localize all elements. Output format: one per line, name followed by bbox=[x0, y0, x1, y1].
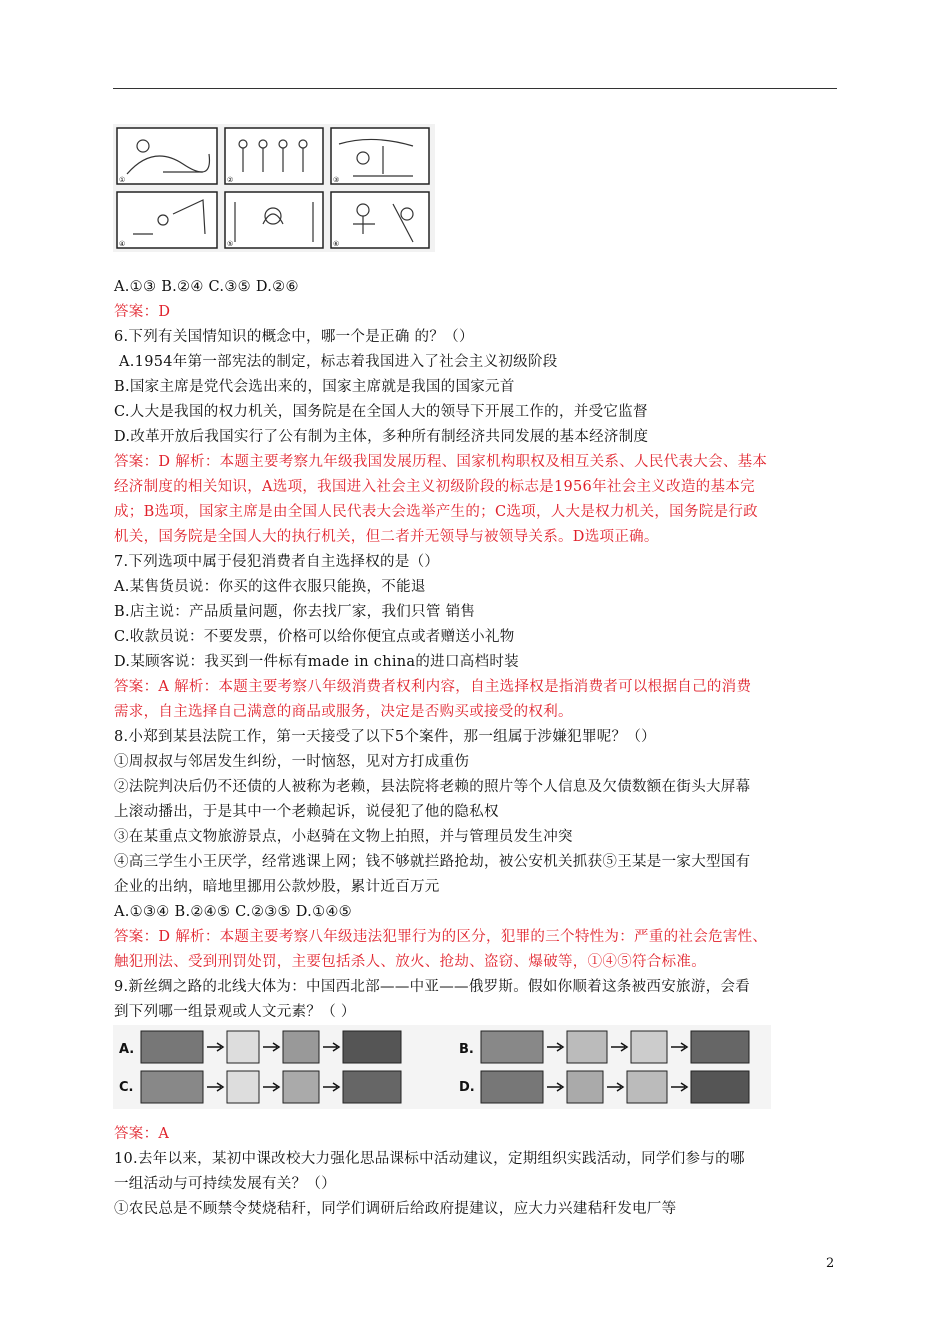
q8-item-1: ①周叔叔与邻居发生纠纷，一时恼怒，见对方打成重伤 bbox=[114, 754, 470, 770]
q8-item-3: ③在某重点文物旅游景点，小赵骑在文物上拍照，并与管理员发生冲突 bbox=[114, 829, 573, 845]
q7-answer-line: 答案：A 解析：本题主要考察八年级消费者权利内容，自主选择权是指消费者可以根据自己的消费 bbox=[114, 679, 752, 695]
q8-item-2-cont: 上滚动播出，于是其中一个老赖起诉，说侵犯了他的隐私权 bbox=[114, 804, 499, 820]
q6-option-d: D.改革开放后我国实行了公有制为主体，多种所有制经济共同发展的基本经济制度 bbox=[114, 429, 649, 445]
q10-item-1: ①农民总是不顾禁令焚烧秸秆，同学们调研后给政府提建议，应大力兴建秸秆发电厂等 bbox=[114, 1201, 677, 1217]
q5-options: A.①③ B.②④ C.③⑤ D.②⑥ bbox=[114, 279, 299, 295]
q7-option-c: C.收款员说：不要发票，价格可以给你便宜点或者赠送小礼物 bbox=[114, 629, 515, 645]
q9-question: 9.新丝绸之路的北线大体为：中国西北部——中亚——俄罗斯。假如你顺着这条被西安旅游，会看 bbox=[114, 979, 751, 995]
q8-answer-line: 答案：D 解析：本题主要考察八年级违法犯罪行为的区分，犯罪的三个特性为：严重的社会危害性、 bbox=[114, 929, 768, 945]
panel-number: ⑤ bbox=[227, 240, 234, 248]
q6-answer-line: 经济制度的相关知识，A选项，我国进入社会主义初级阶段的标志是1956年社会主义改造的基本完 bbox=[114, 479, 755, 495]
q6-answer-line: 成；B选项，国家主席是由全国人民代表大会选举产生的；C选项，人大是权力机关，国务院是行政 bbox=[114, 504, 758, 520]
q6-question: 6.下列有关国情知识的概念中，哪一个是正确 的？（） bbox=[114, 329, 474, 345]
q7-option-a: A.某售货员说：你买的这件衣服只能换，不能退 bbox=[114, 579, 426, 595]
row-label-b: B. bbox=[459, 1042, 474, 1057]
q6-option-a: A.1954年第一部宪法的制定，标志着我国进入了社会主义初级阶段 bbox=[119, 354, 558, 370]
q8-question: 8.小郑到某县法院工作，第一天接受了以下5个案件，那一组属于涉嫌犯罪呢？（） bbox=[114, 729, 656, 745]
header-rule bbox=[113, 88, 837, 89]
q10-question: 10.去年以来，某初中课改校大力强化思品课标中活动建议，定期组织实践活动，同学们参与的哪 bbox=[114, 1151, 745, 1167]
q8-item-4-cont: 企业的出纳，暗地里挪用公款炒股，累计近百万元 bbox=[114, 879, 440, 895]
q6-option-c: C.人大是我国的权力机关，国务院是在全国人大的领导下开展工作的，并受它监督 bbox=[114, 404, 648, 420]
panel-number: ④ bbox=[119, 240, 126, 248]
q10-question-cont: 一组活动与可持续发展有关？（） bbox=[114, 1176, 336, 1192]
q9-question-cont: 到下列哪一组景观或人文元素？（ ） bbox=[114, 1004, 356, 1020]
row-label-d: D. bbox=[459, 1080, 475, 1095]
panel-number: ② bbox=[227, 176, 234, 184]
q7-option-b: B.店主说：产品质量问题，你去找厂家，我们只管 销售 bbox=[114, 604, 476, 620]
q7-answer-line: 需求，自主选择自己满意的商品或服务，决定是否购买或接受的权利。 bbox=[114, 704, 573, 720]
row-label-c: C. bbox=[119, 1080, 134, 1095]
q8-item-4: ④高三学生小王厌学，经常逃课上网；钱不够就拦路抢劫，被公安机关抓获⑤王某是一家大型国有 bbox=[114, 854, 751, 870]
q8-options: A.①③④ B.②④⑤ C.②③⑤ D.①④⑤ bbox=[114, 904, 352, 920]
panel-number: ⑥ bbox=[333, 240, 340, 248]
q5-answer: 答案：D bbox=[114, 304, 171, 320]
row-label-a: A. bbox=[119, 1042, 135, 1057]
q9-answer: 答案：A bbox=[114, 1126, 170, 1142]
panel-number: ③ bbox=[333, 176, 340, 184]
q6-answer-line: 机关，国务院是全国人大的执行机关，但二者并无领导与被领导关系。D选项正确。 bbox=[114, 529, 659, 545]
q8-answer-line: 触犯刑法、受到刑罚处罚，主要包括杀人、放火、抢劫、盗窃、爆破等，①④⑤符合标准。 bbox=[114, 954, 706, 970]
page-number: 2 bbox=[826, 1256, 835, 1271]
q6-answer-line: 答案：D 解析：本题主要考察九年级我国发展历程、国家机构职权及相互关系、人民代表大会、基本 bbox=[114, 454, 768, 470]
q7-question: 7.下列选项中属于侵犯消费者自主选择权的是（） bbox=[114, 554, 440, 570]
q9-landscape-options bbox=[113, 1025, 771, 1109]
q6-option-b: B.国家主席是党代会选出来的，国家主席就是我国的国家元首 bbox=[114, 379, 515, 395]
q5-cartoon-panels bbox=[113, 124, 435, 252]
q8-item-2: ②法院判决后仍不还债的人被称为老赖，县法院将老赖的照片等个人信息及欠债数额在街头大屏幕 bbox=[114, 779, 751, 795]
q7-option-d: D.某顾客说：我买到一件标有made in china的进口高档时装 bbox=[114, 654, 519, 670]
panel-number: ① bbox=[119, 176, 126, 184]
